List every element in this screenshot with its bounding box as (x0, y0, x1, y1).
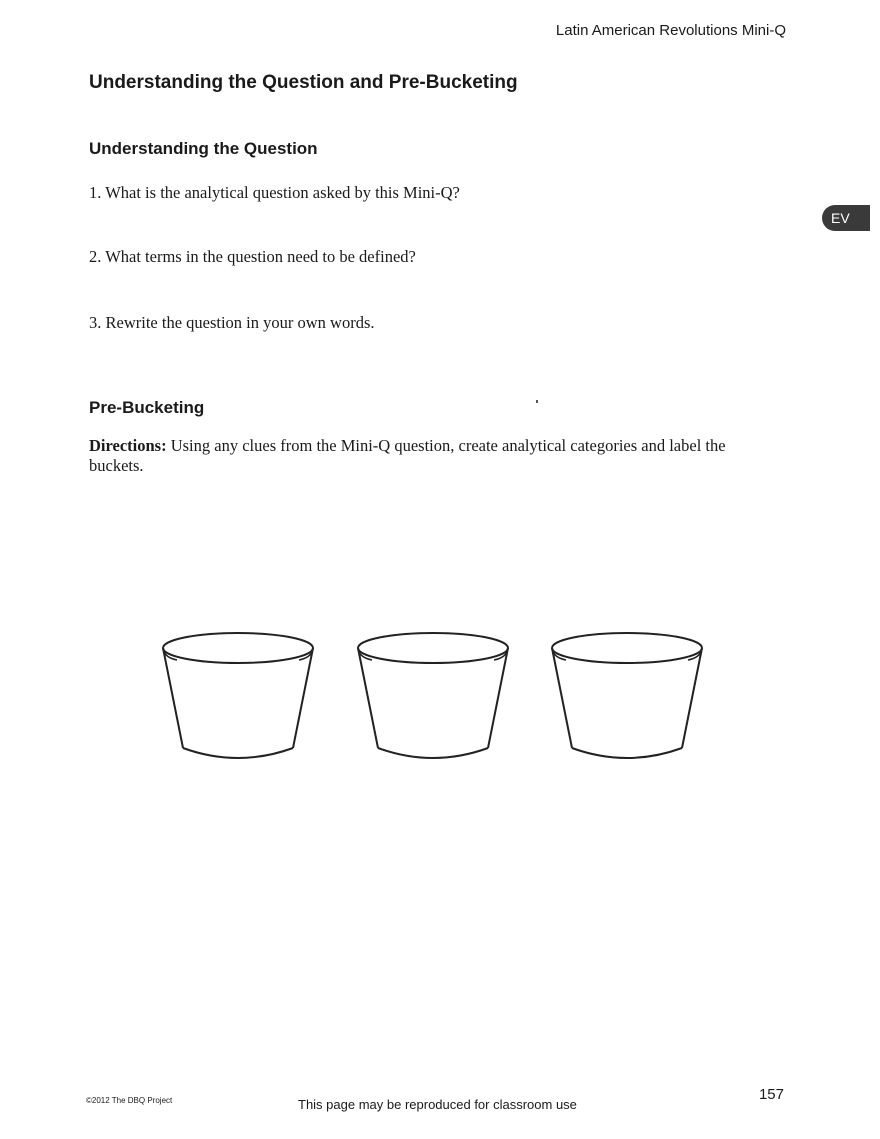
question-3: 3. Rewrite the question in your own words. (89, 313, 375, 332)
bucket-2 (356, 628, 510, 764)
bucket-3 (550, 628, 704, 764)
copyright: ©2012 The DBQ Project (86, 1096, 173, 1105)
running-header: Latin American Revolutions Mini-Q (555, 22, 786, 39)
directions (89, 436, 769, 476)
reproduction-note: This page may be reproduced for classroom use (298, 1097, 577, 1112)
question-1: 1. What is the analytical question asked by this Mini-Q? (89, 183, 460, 202)
bucket-1 (161, 628, 315, 764)
prebucketing-heading: Pre-Bucketing (89, 398, 205, 417)
directions-text: Using any clues from the Mini-Q question, create analytical categories and label the buckets. (89, 436, 726, 475)
directions-label: Directions: (89, 436, 167, 455)
stray-mark (536, 400, 538, 403)
page-title: Understanding the Question and Pre-Bucketing (89, 72, 518, 93)
understanding-heading: Understanding the Question (89, 139, 318, 158)
page-number: 157 (758, 1086, 784, 1103)
question-2: 2. What terms in the question need to be defined? (89, 247, 416, 266)
ev-side-tab: EV (822, 205, 870, 231)
